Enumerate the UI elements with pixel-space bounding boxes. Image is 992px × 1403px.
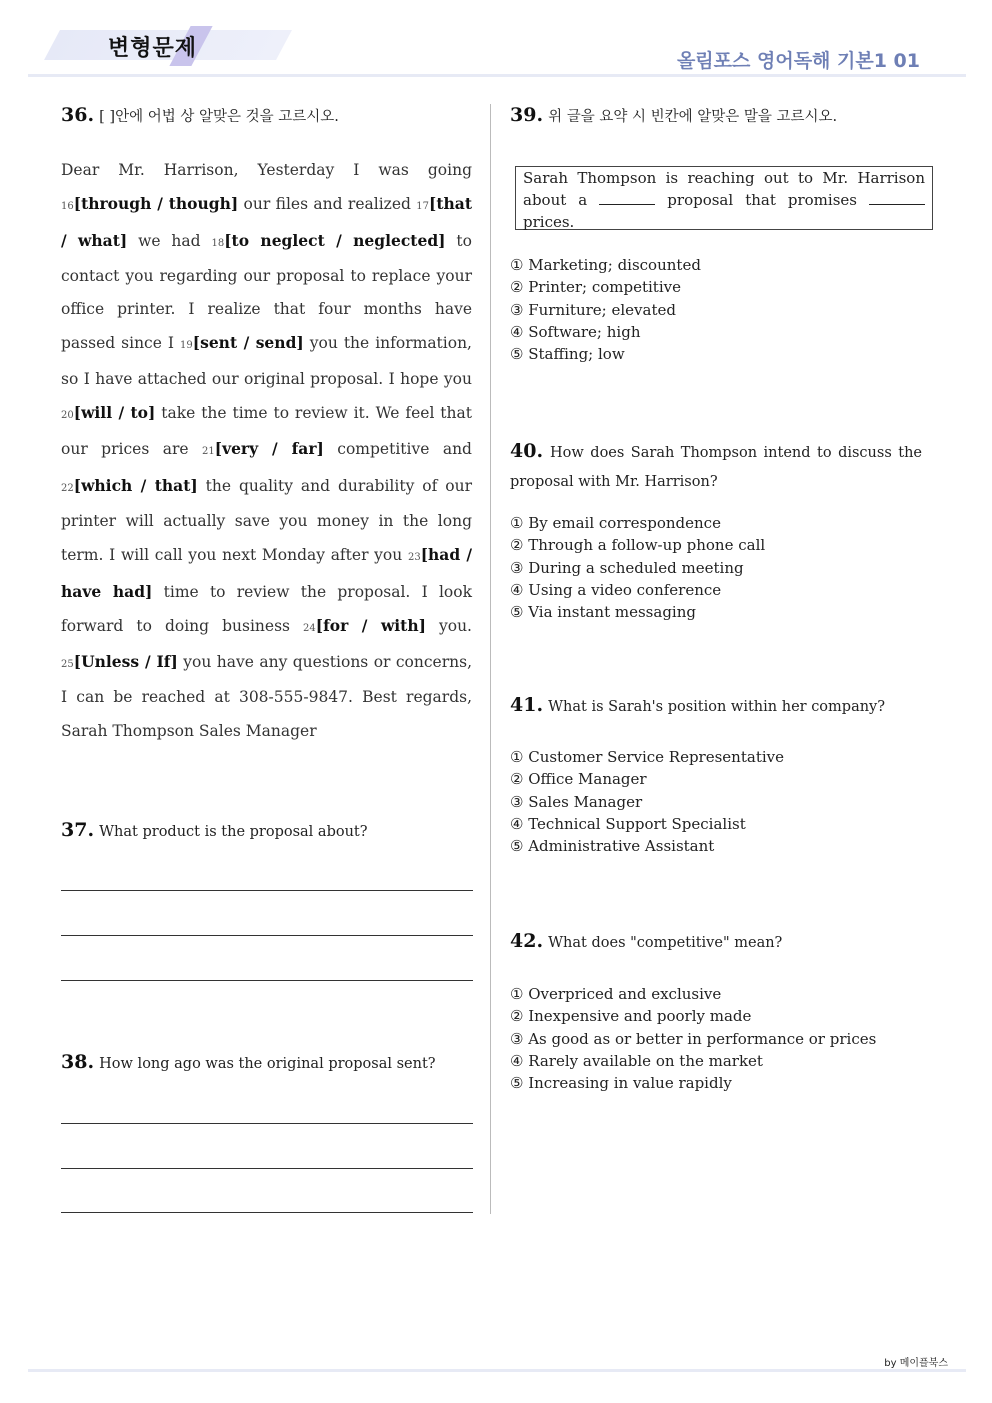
passage-text: take the time to review it. We feel that our prices are <box>61 404 472 459</box>
option-2[interactable]: ② Office Manager <box>510 770 647 789</box>
answer-line[interactable] <box>61 1168 473 1169</box>
blank-number: 18 <box>211 237 225 249</box>
question-number: 41. <box>510 694 544 716</box>
answer-line[interactable] <box>61 1212 473 1213</box>
grammar-choice[interactable]: [sent / send] <box>192 333 304 353</box>
question-41-header <box>510 694 922 716</box>
publisher-credit: by 메이플북스 <box>884 1358 948 1369</box>
option-1[interactable]: ① By email correspondence <box>510 514 721 532</box>
question-prompt: What does "competitive" mean? <box>548 935 783 951</box>
option-1[interactable]: ① Customer Service Representative <box>510 748 784 766</box>
option-1[interactable]: ① Overpriced and exclusive <box>510 985 722 1003</box>
option-5[interactable]: ⑤ Increasing in value rapidly <box>510 1074 732 1093</box>
question-40-header <box>510 437 922 496</box>
passage-text: you have any questions or concerns, I can be reached at 308-555-9847. Best regards, Sarah Thompson Sales Manager <box>61 653 472 740</box>
blank-b[interactable] <box>869 190 925 205</box>
blank-a[interactable] <box>599 190 655 205</box>
grammar-choice[interactable]: [very / far] <box>214 439 324 459</box>
book-title: 올림포스 영어독해 기본1 01 <box>676 50 920 72</box>
blank-number: 22 <box>61 482 74 494</box>
question-prompt: What product is the proposal about? <box>99 824 368 840</box>
question-prompt: 위 글을 요약 시 빈칸에 알맞은 말을 고르시오. <box>548 109 838 125</box>
option-4[interactable]: ④ Using a video conference <box>510 580 722 599</box>
option-2[interactable]: ② Inexpensive and poorly made <box>510 1007 752 1026</box>
question-number: 42. <box>510 930 544 952</box>
blank-number: 19 <box>180 340 193 352</box>
blank-number: 16 <box>61 201 74 213</box>
option-3[interactable]: ③ During a scheduled meeting <box>510 558 744 577</box>
question-39-header <box>510 104 922 126</box>
passage-text: our files and realized <box>238 195 417 214</box>
blank-number: 21 <box>202 446 215 458</box>
section-title: 변형문제 <box>108 36 198 61</box>
answer-line[interactable] <box>61 980 473 981</box>
passage-text: to contact you regarding our proposal to replace your office printer. I realize that four months have passed since I <box>61 231 472 353</box>
passage-text: time to review the proposal. I look forward to doing business <box>61 582 472 635</box>
reading-passage <box>61 154 472 748</box>
blank-number: 23 <box>407 552 421 564</box>
option-1[interactable]: ① Marketing; discounted <box>510 256 701 274</box>
option-3[interactable]: ③ Furniture; elevated <box>510 300 676 319</box>
option-3[interactable]: ③ Sales Manager <box>510 792 643 811</box>
question-38-header <box>61 1051 472 1073</box>
passage-text: you the information, so I have attached our original proposal. I hope you <box>61 334 472 388</box>
passage-text: the quality and durability of our printer will actually save you money in the long term. I will call you next Monday after you <box>61 476 472 565</box>
question-number: 38. <box>61 1051 95 1073</box>
question-number: 39. <box>510 104 544 126</box>
options-list <box>510 254 701 365</box>
option-2[interactable]: ② Through a follow-up phone call <box>510 536 766 555</box>
blank-number: 25 <box>61 659 74 671</box>
grammar-choice[interactable]: [that / what] <box>61 194 472 250</box>
option-3[interactable]: ③ As good as or better in performance or prices <box>510 1029 877 1048</box>
grammar-choice[interactable]: [had / have had] <box>61 545 472 601</box>
footer-divider <box>28 1369 966 1372</box>
blank-number: 17 <box>416 201 430 213</box>
question-number: 40. <box>510 440 544 462</box>
question-prompt: What is Sarah's position within her company? <box>548 699 886 715</box>
question-prompt: [ ]안에 어법 상 알맞은 것을 고르시오. <box>99 109 339 125</box>
blank-number: 24 <box>303 622 316 634</box>
passage-text: you. <box>425 616 472 635</box>
question-number: 37. <box>61 819 95 841</box>
grammar-choice[interactable]: [Unless / If] <box>73 652 178 672</box>
answer-line[interactable] <box>61 1123 473 1124</box>
question-number: 36. <box>61 104 95 126</box>
options-list <box>510 746 784 857</box>
grammar-choice[interactable]: [will / to] <box>73 403 156 423</box>
option-4[interactable]: ④ Rarely available on the market <box>510 1051 763 1070</box>
question-42-header <box>510 930 922 952</box>
summary-box <box>515 166 933 230</box>
option-4[interactable]: ④ Technical Support Specialist <box>510 814 746 833</box>
question-prompt: How does Sarah Thompson intend to discuss the proposal with Mr. Harrison? <box>510 445 922 490</box>
grammar-choice[interactable]: [to neglect / neglected] <box>224 230 446 250</box>
question-37-header <box>61 819 472 841</box>
passage-text: Dear Mr. Harrison, Yesterday I was going <box>61 161 472 179</box>
column-divider <box>490 104 491 1214</box>
passage-text: competitive and <box>323 440 472 459</box>
option-4[interactable]: ④ Software; high <box>510 322 641 341</box>
options-list <box>510 512 765 623</box>
grammar-choice[interactable]: [which / that] <box>73 475 198 495</box>
question-prompt: How long ago was the original proposal sent? <box>99 1056 436 1072</box>
option-2[interactable]: ② Printer; competitive <box>510 278 681 297</box>
question-36-header <box>61 104 472 126</box>
answer-line[interactable] <box>61 935 473 936</box>
summary-text: proposal that promises <box>667 191 857 209</box>
option-5[interactable]: ⑤ Administrative Assistant <box>510 837 715 856</box>
header-divider <box>28 74 966 77</box>
summary-text: prices. <box>523 213 575 231</box>
summary-text: Sarah Thompson is reaching out to Mr. Harrison about a <box>523 169 925 209</box>
option-5[interactable]: ⑤ Via instant messaging <box>510 603 696 622</box>
grammar-choice[interactable]: [for / with] <box>315 615 426 635</box>
answer-line[interactable] <box>61 890 473 891</box>
grammar-choice[interactable]: [through / though] <box>73 194 239 214</box>
passage-text: we had <box>127 231 212 250</box>
options-list <box>510 983 876 1094</box>
option-5[interactable]: ⑤ Staffing; low <box>510 345 625 364</box>
blank-number: 20 <box>61 410 74 422</box>
